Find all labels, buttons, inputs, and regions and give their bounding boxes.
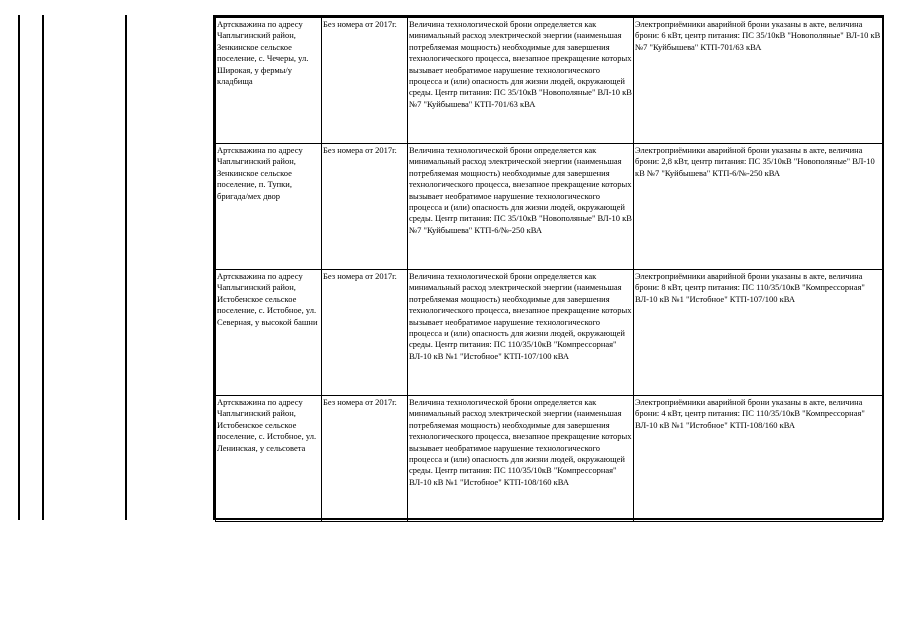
left-column-border-3 bbox=[125, 15, 127, 520]
object-address-cell: Артскважина по адресу Чаплыгинский район, Зенкинское сельское поселение, п. Тупки, бригада/мех двор bbox=[216, 144, 322, 270]
act-number-cell: Без номера от 2017г. bbox=[322, 18, 408, 144]
emergency-reserve-cell: Электроприёмники аварийной брони указаны в акте, величина брони: 6 кВт, центр питания: ПС 35/10кВ "Новополяные" ВЛ-10 кВ №7 "Куйбышева" КТП-701/63 кВА bbox=[634, 18, 883, 144]
act-number-cell: Без номера от 2017г. bbox=[322, 270, 408, 396]
act-number-cell: Без номера от 2017г. bbox=[322, 144, 408, 270]
left-column-border-2 bbox=[42, 15, 44, 520]
emergency-reserve-table bbox=[215, 17, 883, 522]
emergency-reserve-cell: Электроприёмники аварийной брони указаны в акте, величина брони: 2,8 кВт, центр питания: ПС 35/10кВ "Новополяные" ВЛ-10 кВ №7 "Куйбышева" КТП-6/№-250 кВА bbox=[634, 144, 883, 270]
table-row bbox=[216, 18, 883, 144]
table-row bbox=[216, 396, 883, 522]
tech-reserve-description-cell: Величина технологической брони определяется как минимальный расход электрической энергии (наименьшая потребляемая мощность) необходимые для завершения технологического процесса, внезапное прекращение которых вызывает необратимое нарушение технологического процесса и (или) опасность для жизни людей, окружающей среды. Центр питания: ПС 110/35/10кВ "Компрессорная" ВЛ-10 кВ №1 "Истобное" КТП-107/100 кВА bbox=[408, 270, 634, 396]
object-address-cell: Артскважина по адресу Чаплыгинский район, Истобенское сельское поселение, с. Истобное, ул. Ленинская, у сельсовета bbox=[216, 396, 322, 522]
tech-reserve-description-cell: Величина технологической брони определяется как минимальный расход электрической энергии (наименьшая потребляемая мощность) необходимые для завершения технологического процесса, внезапное прекращение которых вызывает необратимое нарушение технологического процесса и (или) опасность для жизни людей, окружающей среды. Центр питания: ПС 110/35/10кВ "Компрессорная" ВЛ-10 кВ №1 "Истобное" КТП-108/160 кВА bbox=[408, 396, 634, 522]
emergency-reserve-cell: Электроприёмники аварийной брони указаны в акте, величина брони: 8 кВт, центр питания: ПС 110/35/10кВ "Компрессорная" ВЛ-10 кВ №1 "Истобное" КТП-107/100 кВА bbox=[634, 270, 883, 396]
tech-reserve-description-cell: Величина технологической брони определяется как минимальный расход электрической энергии (наименьшая потребляемая мощность) необходимые для завершения технологического процесса, внезапное прекращение которых вызывает необратимое нарушение технологического процесса и (или) опасность для жизни людей, окружающей среды. Центр питания: ПС 35/10кВ "Новополяные" ВЛ-10 кВ №7 "Куйбышева" КТП-701/63 кВА bbox=[408, 18, 634, 144]
left-column-border-1 bbox=[18, 15, 20, 520]
act-number-cell: Без номера от 2017г. bbox=[322, 396, 408, 522]
emergency-reserve-cell: Электроприёмники аварийной брони указаны в акте, величина брони: 4 кВт, центр питания: ПС 110/35/10кВ "Компрессорная" ВЛ-10 кВ №1 "Истобное" КТП-108/160 кВА bbox=[634, 396, 883, 522]
tech-reserve-description-cell: Величина технологической брони определяется как минимальный расход электрической энергии (наименьшая потребляемая мощность) необходимые для завершения технологического процесса, внезапное прекращение которых вызывает необратимое нарушение технологического процесса и (или) опасность для жизни людей, окружающей среды. Центр питания: ПС 35/10кВ "Новополяные" ВЛ-10 кВ №7 "Куйбышева" КТП-6/№-250 кВА bbox=[408, 144, 634, 270]
table-row bbox=[216, 270, 883, 396]
table-row bbox=[216, 144, 883, 270]
object-address-cell: Артскважина по адресу Чаплыгинский район, Зенкинское сельское поселение, с. Чечеры, ул. Широкая, у фермы/у кладбища bbox=[216, 18, 322, 144]
object-address-cell: Артскважина по адресу Чаплыгинский район, Истобенское сельское поселение, с. Истобное, ул. Северная, у высокой башни bbox=[216, 270, 322, 396]
